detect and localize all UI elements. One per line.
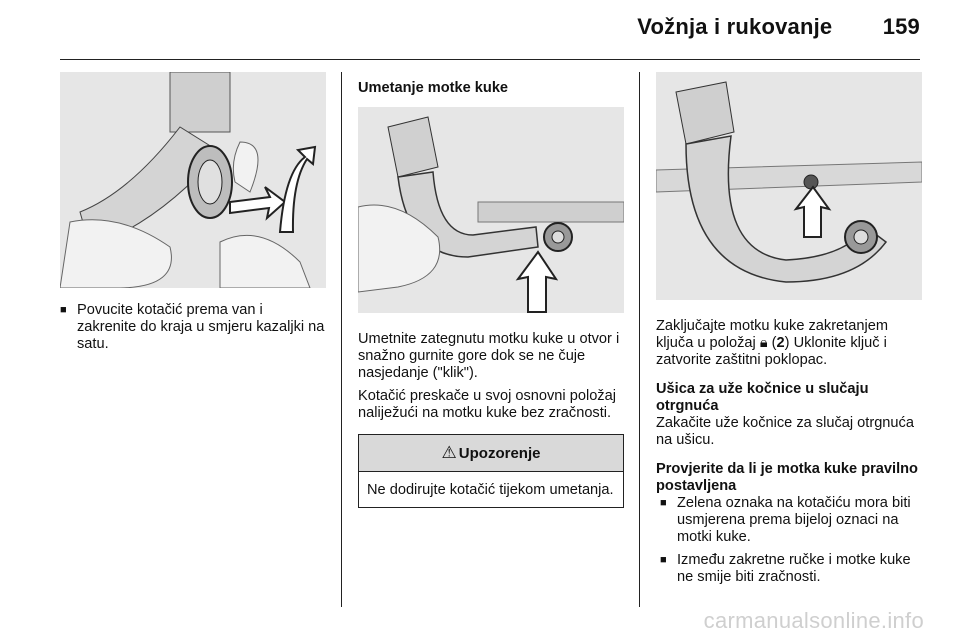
warning-header (359, 435, 623, 472)
lock-text-3: ) Uklonite ključ i zatvorite zaštitni poklopac. (656, 335, 887, 368)
paragraph-lock (656, 318, 922, 369)
warning-title: Upozorenje (458, 444, 541, 462)
figure-inserting-hook (358, 107, 624, 313)
page-number: 159 (882, 14, 920, 39)
check-bullet-1: ■ Zelena oznaka na kotačiću mora biti usmjerena prema bijeloj oznaci na motki kuke. (660, 495, 922, 546)
warning-text: Ne dodirujte kotačić tijekom umetanja. (367, 482, 614, 498)
lock-symbol-icon: 🔒︎ (759, 335, 768, 351)
page-header (637, 14, 920, 40)
section-heading: Umetanje motke kuke (358, 80, 509, 96)
lock-text-2: ( (767, 335, 777, 351)
lock-text-1: Zaključajte motku kuke zakretanjem ključa u položaj (656, 318, 888, 351)
instruction-bullet: ■ Povucite kotačić prema van i zakrenite do kraja u smjeru kazaljki na satu. (60, 302, 326, 353)
section-heading-eye: Ušica za uže kočnice u slučaju otrgnuća (656, 381, 869, 414)
warning-box (358, 434, 624, 508)
column-3 (656, 72, 922, 586)
column-1 (60, 72, 326, 353)
column-divider (341, 72, 342, 607)
check-bullet-2: ■ Između zakretne ručke i motke kuke ne smije biti zračnosti. (660, 552, 922, 586)
warning-triangle-icon: ⚠ (441, 443, 457, 462)
paragraph-insert: Umetnite zategnutu motku kuke u otvor i snažno gurnite gore dok se ne čuje nasjedanje ("klik"). (358, 331, 620, 381)
page-title: Vožnja i rukovanje (637, 14, 833, 39)
figure-locked-hook (656, 72, 922, 300)
watermark: carmanualsonline.info (703, 608, 924, 633)
column-2 (358, 72, 624, 508)
section-heading-check: Provjerite da li je motka kuke pravilno postavljena (656, 461, 918, 494)
paragraph-knob: Kotačić preskače u svoj osnovni položaj naliježući na motku kuke bez zračnosti. (358, 388, 616, 421)
lock-position-number: 2 (776, 335, 785, 351)
header-rule (60, 59, 920, 60)
column-divider (639, 72, 640, 607)
figure-hand-turning-knob (60, 72, 326, 288)
paragraph-eye: Zakačite uže kočnice za slučaj otrgnuća na ušicu. (656, 415, 914, 448)
